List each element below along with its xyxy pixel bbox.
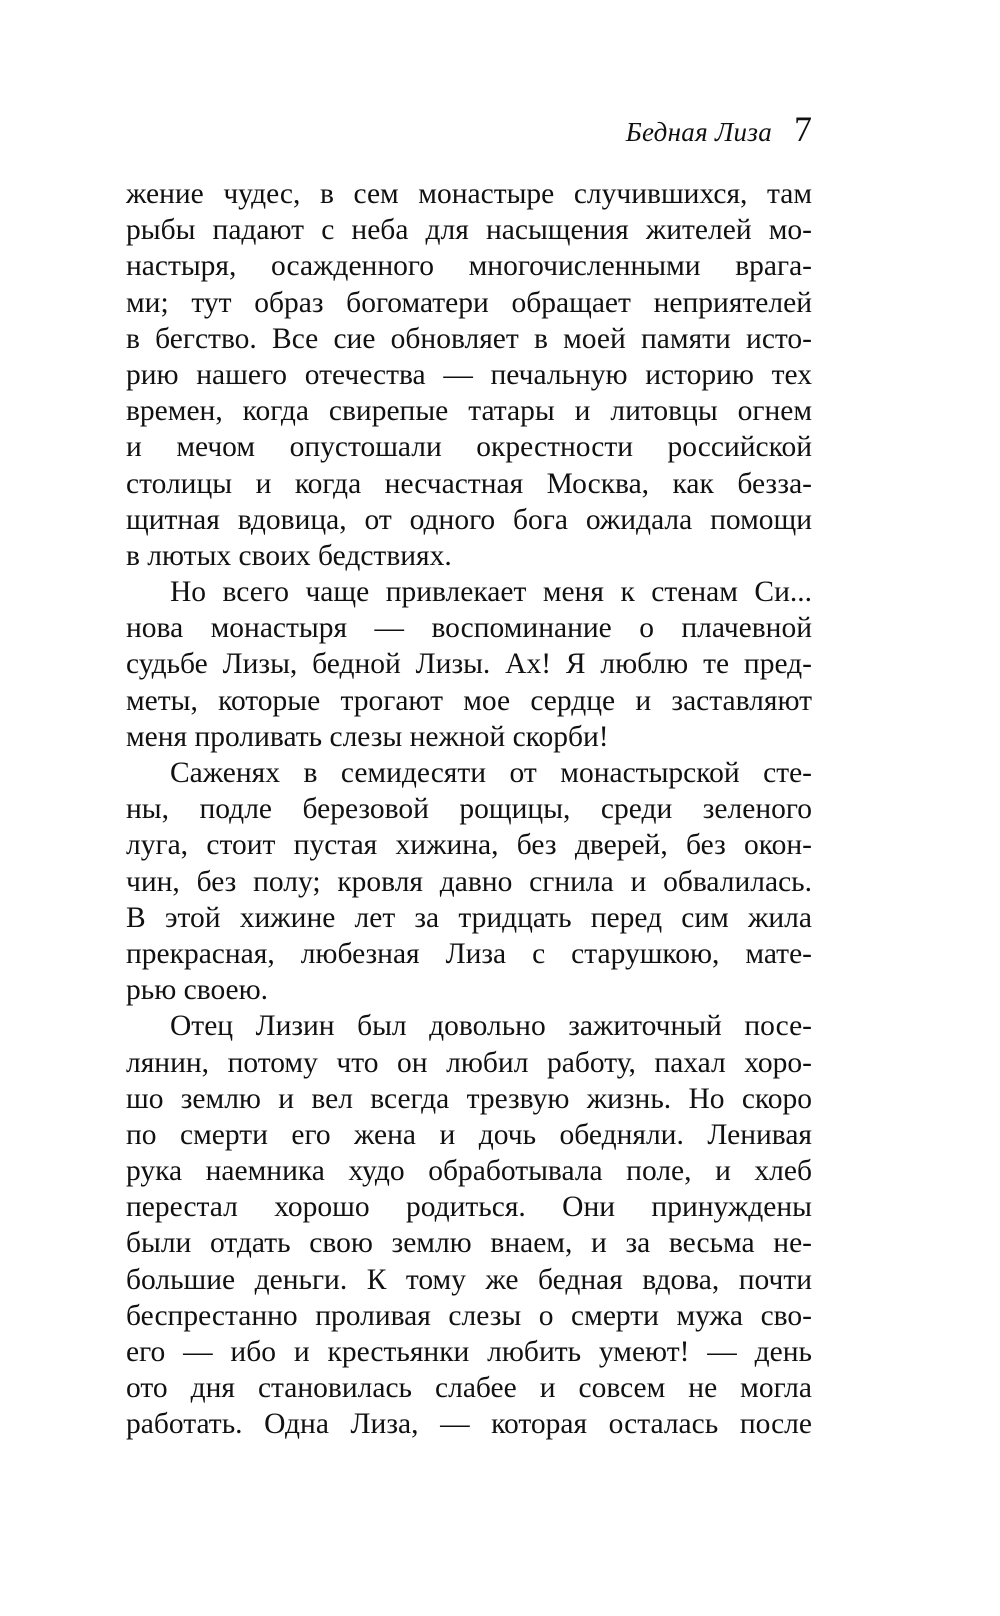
text-line: лянин, потому что он любил работу, пахал хоро- xyxy=(126,1046,812,1079)
text-line: шо землю и вел всегда трезвую жизнь. Но скоро xyxy=(126,1082,812,1115)
text-line: жение чудес, в сем монастыре случившихся, там xyxy=(126,178,812,210)
text-line: и мечом опустошали окрестности российской xyxy=(126,431,812,464)
text-line: Но всего чаще привлекает меня к стенам Си... xyxy=(170,576,812,609)
text-line: меты, которые трогают мое сердце и заставляют xyxy=(126,684,812,717)
text-line: судьбе Лизы, бедной Лизы. Ах! Я люблю те пред- xyxy=(126,648,812,681)
text-line: прекрасная, любезная Лиза с старушкою, мате- xyxy=(126,937,812,970)
running-title: Бедная Лиза xyxy=(625,117,772,147)
text-line: его — ибо и крестьянки любить умеют! — день xyxy=(126,1336,812,1368)
text-line: работать. Одна Лиза, — которая осталась после xyxy=(126,1408,812,1441)
text-line: времен, когда свирепые татары и литовцы огнем xyxy=(126,395,812,428)
text-line: в бегство. Все сие обновляет в моей памяти исто- xyxy=(126,322,812,355)
text-line: были отдать свою землю внаем, и за весьма не- xyxy=(126,1227,812,1260)
text-line: в лютых своих бедствиях. xyxy=(126,539,452,572)
text-line: В этой хижине лет за тридцать перед сим жила xyxy=(126,901,812,934)
text-line: рука наемника худо обработывала поле, и хлеб xyxy=(126,1155,812,1188)
text-line: щитная вдовица, от одного бога ожидала помощи xyxy=(126,503,812,536)
text-line: чин, без полу; кровля давно сгнила и обвалилась. xyxy=(126,865,812,898)
text-line: рью своею. xyxy=(126,974,269,1007)
text-line: рыбы падают с неба для насыщения жителей мо- xyxy=(126,214,812,247)
running-header xyxy=(626,108,812,150)
text-line: беспрестанно проливая слезы о смерти мужа сво- xyxy=(126,1299,812,1332)
text-line: ото дня становилась слабее и совсем не могла xyxy=(126,1372,812,1405)
text-line: Отец Лизин был довольно зажиточный посе- xyxy=(170,1010,812,1043)
text-line: луга, стоит пустая хижина, без дверей, без окон- xyxy=(126,829,812,862)
text-line: ми; тут образ богоматери обращает неприятелей xyxy=(126,286,812,319)
text-line: по смерти его жена и дочь обедняли. Ленивая xyxy=(126,1118,812,1151)
text-line: столицы и когда несчастная Москва, как безза- xyxy=(126,467,812,500)
text-line: большие деньги. К тому же бедная вдова, почти xyxy=(126,1263,812,1296)
text-line: Саженях в семидесяти от монастырской сте- xyxy=(170,757,812,789)
body-text xyxy=(126,176,812,1443)
text-line: нова монастыря — воспоминание о плачевной xyxy=(126,612,812,645)
text-line: перестал хорошо родиться. Они принуждены xyxy=(126,1191,812,1224)
text-line: рию нашего отечества — печальную историю тех xyxy=(126,358,812,391)
text-line: настыря, осажденного многочисленными врага- xyxy=(126,250,812,283)
page-number: 7 xyxy=(794,109,812,149)
text-line: меня проливать слезы нежной скорби! xyxy=(126,720,609,753)
text-line: ны, подле березовой рощицы, среди зеленого xyxy=(126,793,812,826)
